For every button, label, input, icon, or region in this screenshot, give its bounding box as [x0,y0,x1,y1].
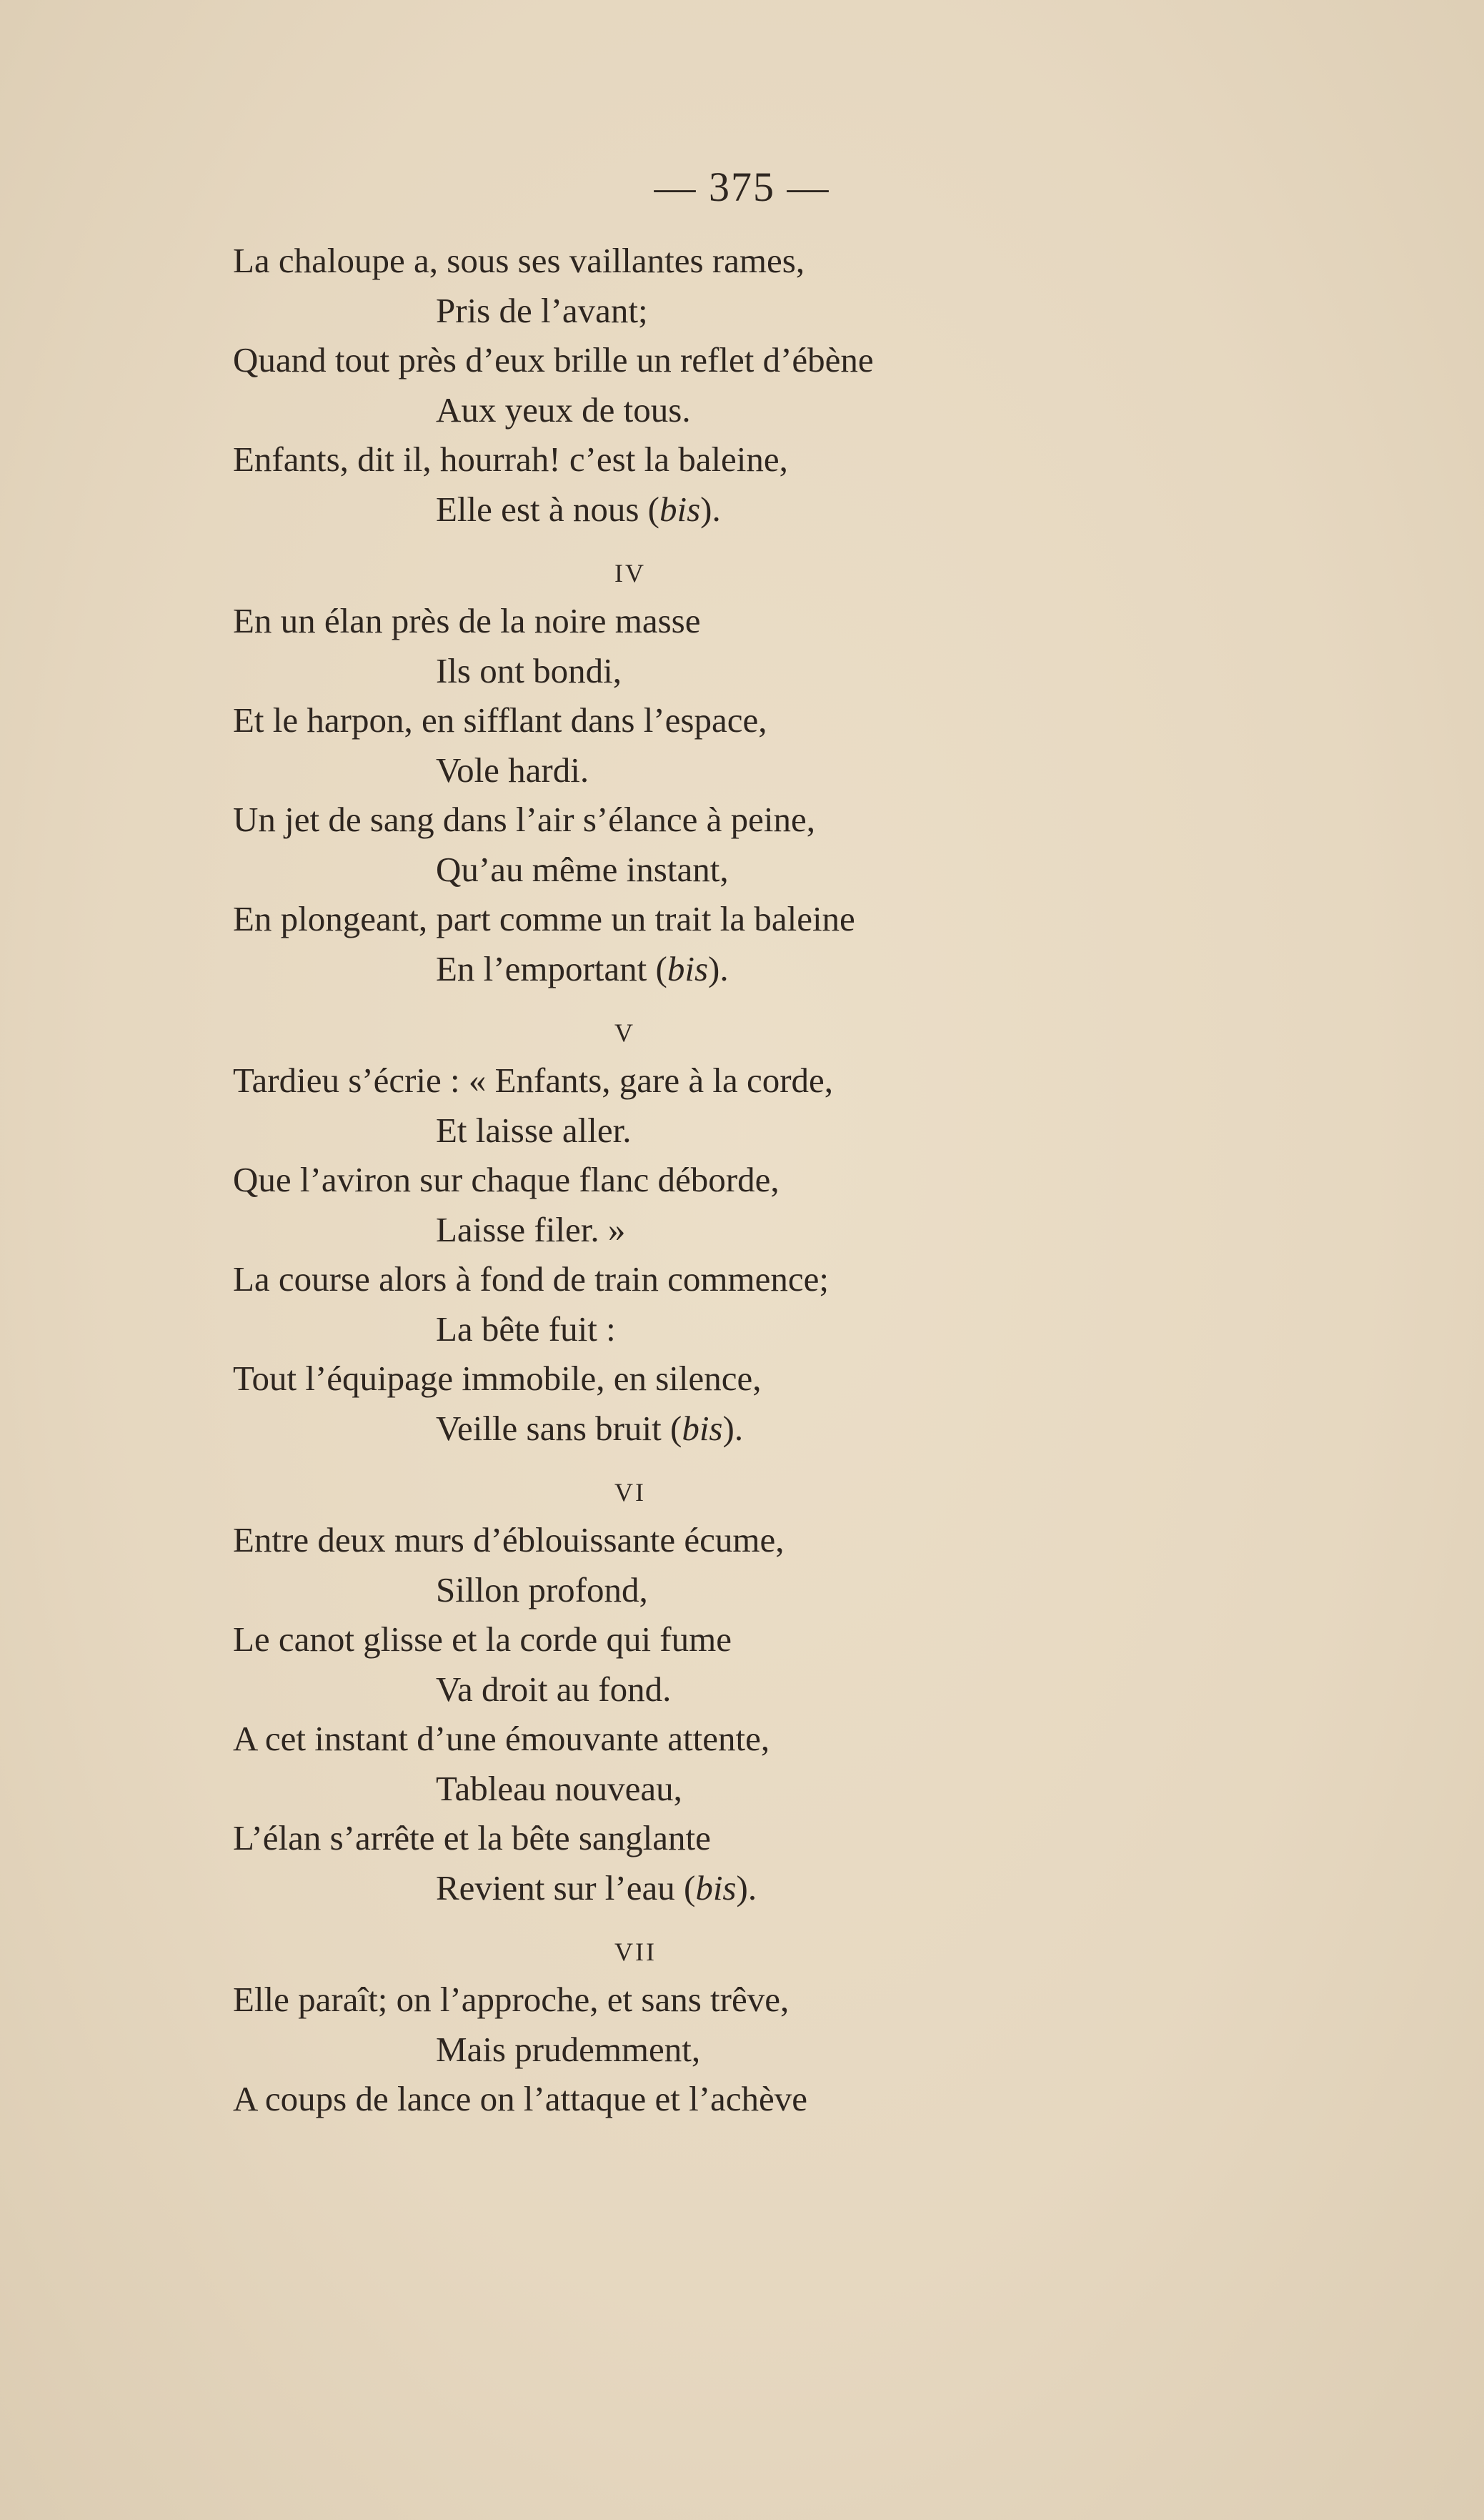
verse-line [233,1106,1305,1156]
verse-text: En un élan près de la noire masse [233,601,701,640]
verse-line [233,1813,1305,1863]
verse-line [233,1764,1305,1814]
verse-text: Tableau nouveau, [436,1768,682,1808]
verse-line: En l’emportant (bis). [436,948,729,988]
verse-line [233,795,1305,845]
verse-text: En plongeant, part comme un trait la baleine [233,899,855,938]
bis-marker: bis [659,489,701,529]
verse-line [233,2025,1305,2075]
verse-text: Elle paraît; on l’approche, et sans trêve, [233,1980,790,2019]
verse-line [233,596,1305,646]
verse-line [233,435,1305,485]
verse-text: Le canot glisse et la corde qui fume [233,1619,732,1659]
verse-line [233,1515,1305,1565]
verse-text: Et le harpon, en sifflant dans l’espace, [233,700,767,740]
stanza-numeral: VI [614,1478,646,1507]
verse-line [233,1155,1305,1205]
verse-line [233,845,1305,895]
verse-text: Va droit au fond. [436,1669,672,1709]
verse-text: Tout l’équipage immobile, en silence, [233,1359,762,1398]
verse-line: Elle est à nous (bis). [436,489,721,529]
verse-line [233,335,1305,385]
verse-text: A coups de lance on l’attaque et l’achève [233,2079,808,2118]
verse-line [233,695,1305,745]
verse-line: Revient sur l’eau (bis). [436,1867,757,1908]
verse-text: Aux yeux de tous. [436,390,691,430]
verse-text: Veille sans bruit [436,1408,662,1448]
verse-line [233,2074,1305,2124]
verse-line [233,646,1305,696]
verse-line [233,894,1305,944]
verse-text: Et laisse aller. [436,1110,632,1150]
poem-text [233,236,1305,2124]
verse-line [233,1565,1305,1615]
verse-text: Tardieu s’écrie : « Enfants, gare à la corde, [233,1061,834,1100]
verse-line [233,385,1305,435]
verse-text: Enfants, dit il, hourrah! c’est la baleine, [233,440,788,479]
verse-text: Que l’aviron sur chaque flanc déborde, [233,1160,780,1199]
verse-text: La bête fuit : [436,1309,616,1349]
verse-text: Mais prudemment, [436,2029,701,2069]
bis-marker: bis [667,948,709,988]
verse-line [233,1254,1305,1304]
verse-text: L’élan s’arrête et la bête sanglante [233,1818,711,1857]
verse-text: La chaloupe a, sous ses vaillantes rames, [233,241,805,280]
verse-text: En l’emportant [436,948,647,988]
verse-line [233,236,1305,286]
page-number: — 375 — [654,164,830,210]
verse-line [233,1354,1305,1404]
verse-text: Entre deux murs d’éblouissante écume, [233,1520,785,1559]
verse-text: Qu’au même instant, [436,849,729,889]
stanza-numeral: IV [614,559,646,587]
verse-text: A cet instant d’une émouvante attente, [233,1719,770,1758]
verse-line [233,1665,1305,1715]
verse-text: Elle est à nous [436,489,639,529]
verse-line [233,1304,1305,1354]
bis-marker: bis [682,1408,723,1448]
verse-line [233,745,1305,795]
verse-text: Revient sur l’eau [436,1867,675,1908]
verse-text: Vole hardi. [436,750,589,790]
stanza-numeral: VII [614,1938,657,1966]
verse-line [233,286,1305,336]
verse-text: Ils ont bondi, [436,650,622,690]
verse-text: Un jet de sang dans l’air s’élance à peine, [233,800,815,839]
verse-text: La course alors à fond de train commence; [233,1259,830,1299]
verse-line: Veille sans bruit (bis). [436,1408,744,1448]
verse-text: Pris de l’avant; [436,290,648,330]
verse-line [233,1975,1305,2025]
verse-text: Laisse filer. » [436,1209,626,1249]
stanza-numeral: V [614,1018,635,1047]
verse-text: Sillon profond, [436,1569,648,1609]
verse-line [233,1614,1305,1665]
verse-line [233,1056,1305,1106]
verse-line [233,1714,1305,1764]
bis-marker: bis [695,1867,737,1908]
verse-text: Quand tout près d’eux brille un reflet d’ébène [233,340,874,380]
verse-line [233,1205,1305,1255]
